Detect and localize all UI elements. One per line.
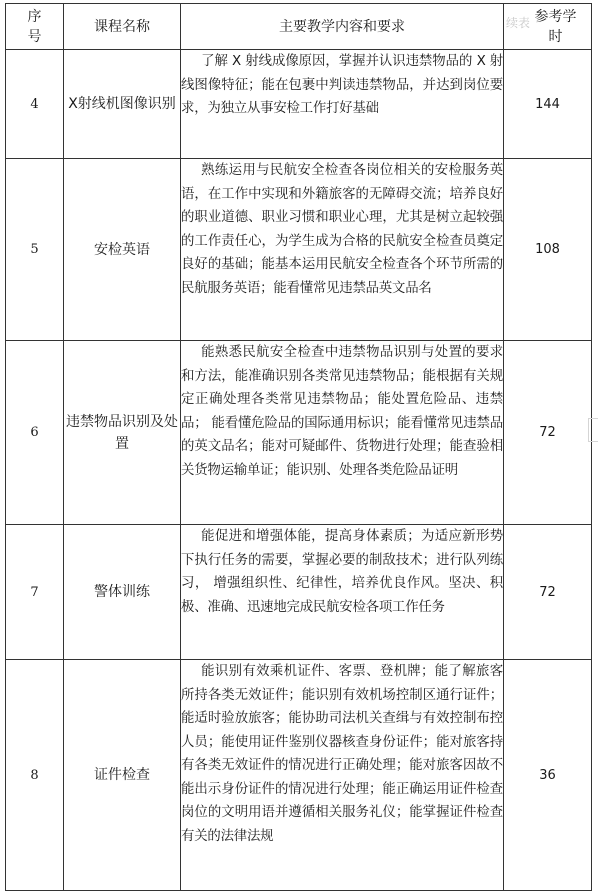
- table-row: [6, 525, 592, 660]
- row-course-name: X射线机图像识别: [64, 50, 181, 159]
- header-content: 主要教学内容和要求: [181, 4, 504, 50]
- row-seq: 4: [6, 50, 64, 159]
- header-continued-mark: 续表: [506, 16, 531, 30]
- table-row: [6, 341, 592, 525]
- row-hours: 108: [504, 159, 592, 341]
- table-header-row: [6, 4, 592, 50]
- row-seq: 7: [6, 525, 64, 660]
- table-row: [6, 660, 592, 891]
- row-content: 了解 X 射线成像原因，掌握并认识违禁物品的 X 射线图像特征；能在包裹中判读违禁物品，并达到岗位要求，为独立从事安检工作打好基础: [181, 50, 504, 159]
- row-seq: 8: [6, 660, 64, 891]
- page-edge-marker: [588, 418, 598, 442]
- header-hours: 参考学时: [534, 8, 577, 45]
- row-content: 熟练运用与民航安全检查各岗位相关的安检服务英语，在工作中实现和外籍旅客的无障碍交流；培养良好的职业道德、职业习惯和职业心理，尤其是树立起较强的工作责任心，为学生成为合格的民航安全检查员奠定良好的基础；能基本运用民航安全检查各个环节所需的民航服务英语；能看懂常见违禁品英文品名: [181, 159, 504, 341]
- header-course-name: 课程名称: [64, 4, 181, 50]
- row-content: 能识别有效乘机证件、客票、登机牌；能了解旅客所持各类无效证件；能识别有效机场控制区通行证件；能适时验放旅客；能协助司法机关查缉与有效控制布控人员；能使用证件鉴别仪器核查身份证件；能对旅客持有各类无效证件的情况进行正确处理；能对旅客因故不能出示身份证件的情况进行处理；能正确运用证件检查岗位的文明用语并遵循相关服务礼仪；能掌握证件检查有关的法律法规: [181, 660, 504, 891]
- row-course-name: 安检英语: [64, 159, 181, 341]
- curriculum-table: [5, 3, 592, 891]
- table-row: [6, 50, 592, 159]
- row-content: 能促进和增强体能，提高身体素质；为适应新形势下执行任务的需要，掌握必要的制敌技术；进行队列练习， 增强组织性、纪律性，培养优良作风。坚决、积极、准确、迅速地完成民航安检各项工作任务: [181, 525, 504, 660]
- row-course-name: 警体训练: [64, 525, 181, 660]
- header-hours-cell: [504, 4, 592, 50]
- row-seq: 6: [6, 341, 64, 525]
- row-hours: 72: [504, 341, 592, 525]
- table-row: [6, 159, 592, 341]
- row-hours: 36: [504, 660, 592, 891]
- row-content: 能熟悉民航安全检查中违禁物品识别与处置的要求和方法，能准确识别各类常见违禁物品；能根据有关规定正确处理各类常见违禁物品；能处置危险品、违禁品； 能看懂危险品的国际通用标识；能看懂常见违禁品的英文品名；能对可疑邮件、货物进行处理；能查验相关货物运输单证；能识别、处理各类危险品证明: [181, 341, 504, 525]
- header-seq: 序号: [6, 4, 64, 50]
- row-hours: 72: [504, 525, 592, 660]
- row-hours: 144: [504, 50, 592, 159]
- row-course-name: 证件检查: [64, 660, 181, 891]
- row-seq: 5: [6, 159, 64, 341]
- row-course-name: 违禁物品识别及处置: [64, 341, 181, 525]
